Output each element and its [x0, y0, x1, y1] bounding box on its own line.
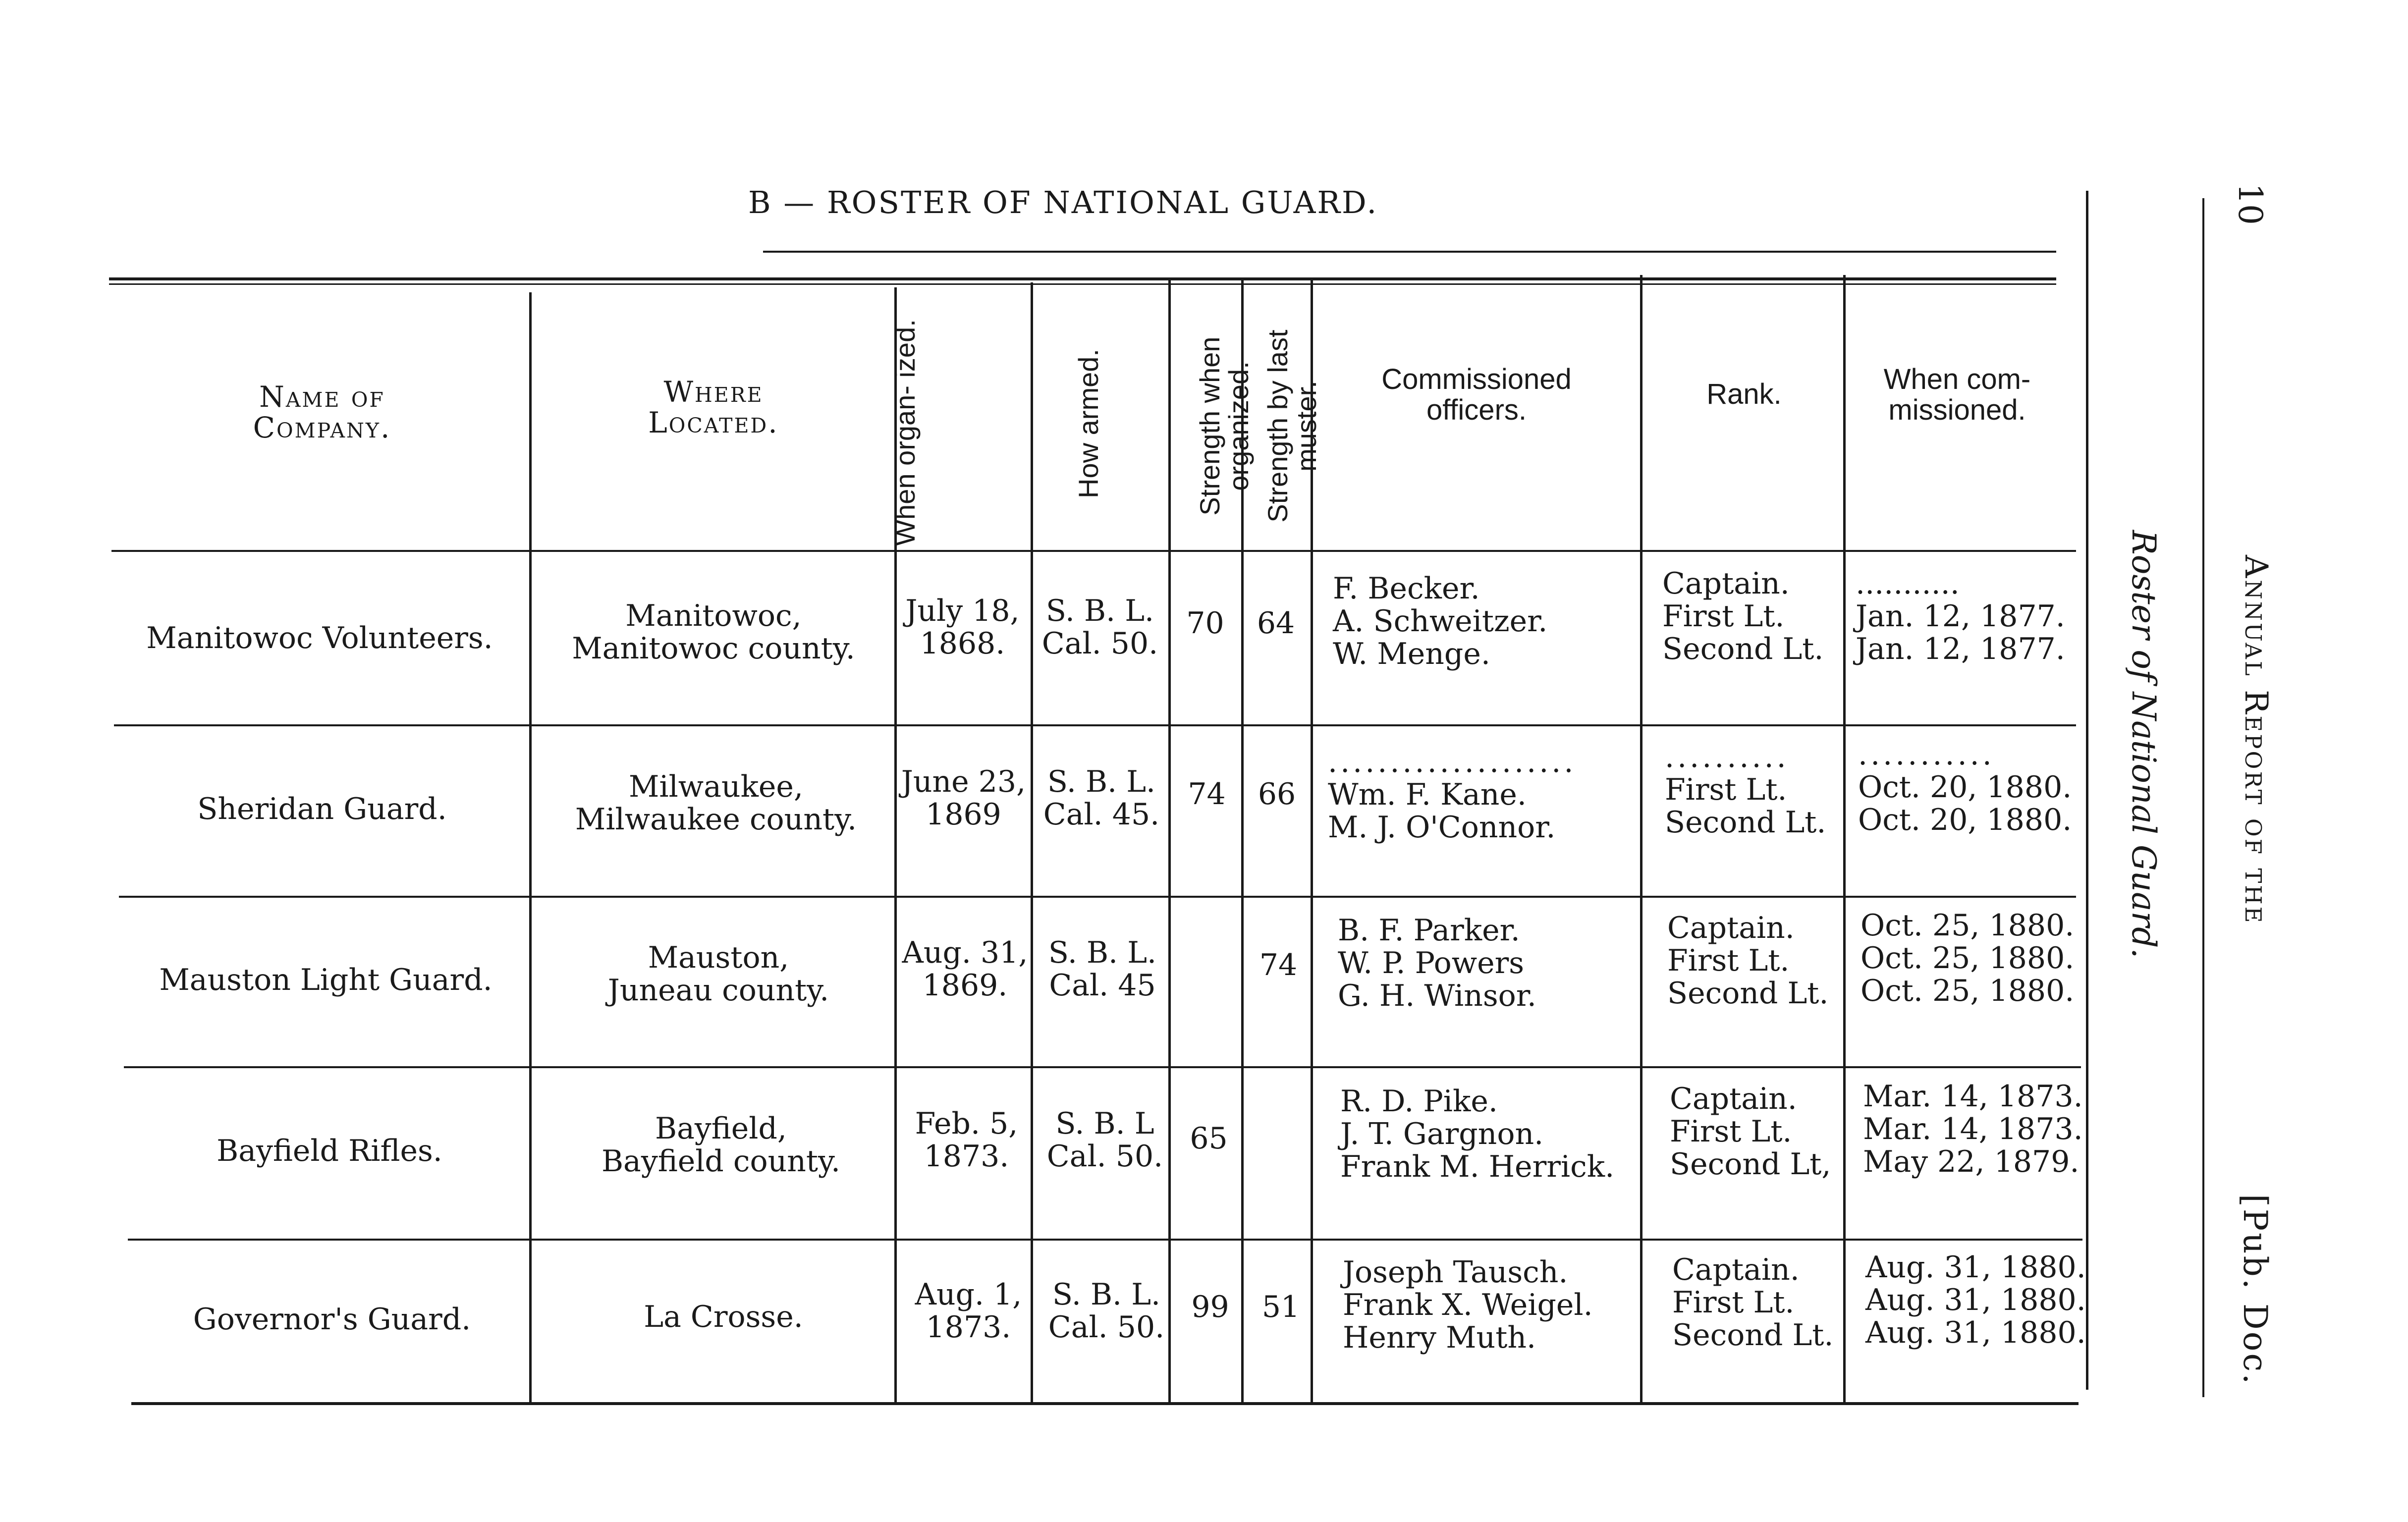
table-cell-strength-muster: 51	[1261, 1290, 1300, 1324]
header-strength-org: Strength when organized.	[1194, 336, 1254, 516]
row-divider-4	[128, 1239, 2082, 1241]
top-rule-thin	[109, 283, 2056, 285]
top-rule-lower	[109, 277, 2056, 280]
header-strength-muster: Strength by last muster.	[1262, 329, 1322, 523]
side-header-right: [Pub. Doc.	[2236, 1194, 2274, 1386]
col-divider-1	[529, 292, 532, 1402]
header-located: Where Located.	[648, 375, 779, 439]
table-cell-location: Manitowoc, Manitowoc county.	[572, 598, 855, 666]
table-cell-armed: S. B. L. Cal. 50.	[1041, 594, 1158, 661]
table-cell-organized: July 18, 1868.	[905, 594, 1020, 661]
table-cell-commissioned: Oct. 25, 1880. Oct. 25, 1880. Oct. 25, 1880.	[1861, 908, 2075, 1008]
table-cell-organized: Feb. 5, 1873.	[915, 1106, 1018, 1174]
table-cell-rank: Captain. First Lt. Second Lt.	[1667, 911, 1829, 1011]
page-title: B — ROSTER OF NATIONAL GUARD.	[748, 184, 1378, 220]
header-company: Name of Company.	[253, 380, 391, 444]
table-cell-company: Bayfield Rifles.	[217, 1134, 442, 1168]
table-cell-strength-muster: 64	[1257, 606, 1295, 641]
table-cell-armed: S. B. L. Cal. 45	[1048, 935, 1157, 1003]
table-cell-strength-org: 65	[1190, 1121, 1228, 1156]
table-cell-company: Mauston Light Guard.	[159, 963, 493, 997]
table-right-edge	[2086, 191, 2088, 1390]
top-rule-upper	[763, 251, 2056, 253]
table-cell-organized: Aug. 1, 1873.	[915, 1277, 1022, 1345]
header-organized: When organ- ized.	[889, 319, 921, 546]
table-cell-armed: S. B. L Cal. 50.	[1046, 1106, 1163, 1174]
page-number: 10	[2231, 183, 2269, 225]
col-divider-8	[1843, 275, 1846, 1402]
bottom-rule	[131, 1402, 2079, 1405]
row-divider-1	[114, 724, 2076, 726]
table-cell-location: Bayfield, Bayfield county.	[601, 1111, 841, 1179]
table-cell-organized: June 23, 1869	[901, 764, 1026, 832]
table-cell-officers: B. F. Parker. W. P. Powers G. H. Winsor.	[1338, 913, 1536, 1013]
header-officers: Commissioned officers.	[1381, 363, 1572, 426]
header-commissioned: When com- missioned.	[1883, 363, 2031, 426]
side-running-title: Roster of National Guard.	[2125, 530, 2163, 959]
row-divider-2	[119, 896, 2076, 898]
side-header-left: Annual Report of the	[2238, 555, 2274, 925]
table-cell-officers: Joseph Tausch. Frank X. Weigel. Henry Muth.	[1343, 1255, 1593, 1355]
table-cell-rank: Captain. First Lt. Second Lt,	[1670, 1082, 1831, 1182]
table-cell-company: Sheridan Guard.	[197, 792, 447, 826]
table-cell-strength-muster: 74	[1259, 948, 1298, 982]
table-cell-rank: Captain. First Lt. Second Lt.	[1662, 566, 1824, 666]
table-cell-location: Mauston, Juneau county.	[607, 940, 829, 1008]
table-cell-company: Manitowoc Volunteers.	[146, 621, 493, 655]
row-divider-3	[124, 1066, 2081, 1068]
table-cell-location: La Crosse.	[644, 1300, 803, 1334]
col-divider-7	[1640, 275, 1642, 1402]
table-cell-officers: R. D. Pike. J. T. Gargnon. Frank M. Herrick.	[1340, 1084, 1615, 1184]
table-cell-commissioned: ........... Oct. 20, 1880. Oct. 20, 1880.	[1858, 737, 2072, 837]
table-cell-officers: F. Becker. A. Schweitzer. W. Menge.	[1333, 571, 1548, 671]
table-cell-strength-org: 70	[1186, 606, 1224, 641]
table-cell-strength-org: 99	[1191, 1290, 1229, 1324]
table-cell-officers: .................... Wm. F. Kane. M. J. O'Connor.	[1328, 745, 1577, 845]
table-cell-organized: Aug. 31, 1869.	[902, 935, 1028, 1003]
table-cell-rank: Captain. First Lt. Second Lt.	[1672, 1252, 1834, 1353]
table-cell-armed: S. B. L. Cal. 50.	[1048, 1277, 1165, 1345]
table-cell-company: Governor's Guard.	[193, 1302, 471, 1337]
col-divider-4	[1168, 280, 1171, 1402]
table-cell-strength-org: 74	[1188, 777, 1226, 812]
header-rank: Rank.	[1706, 378, 1782, 410]
table-cell-commissioned: ........... Jan. 12, 1877. Jan. 12, 1877.	[1856, 566, 2065, 666]
outer-right-rule	[2202, 198, 2204, 1397]
header-armed: How armed.	[1073, 349, 1104, 498]
col-divider-3	[1031, 282, 1033, 1402]
table-cell-rank: .......... First Lt. Second Lt.	[1665, 740, 1826, 840]
table-cell-armed: S. B. L. Cal. 45.	[1043, 764, 1160, 832]
row-divider-header	[111, 550, 2076, 552]
table-cell-location: Milwaukee, Milwaukee county.	[575, 769, 857, 837]
table-cell-commissioned: Aug. 31, 1880. Aug. 31, 1880. Aug. 31, 1880.	[1865, 1250, 2086, 1350]
table-cell-strength-muster: 66	[1258, 777, 1296, 812]
table-cell-commissioned: Mar. 14, 1873. Mar. 14, 1873. May 22, 1879.	[1863, 1079, 2083, 1179]
